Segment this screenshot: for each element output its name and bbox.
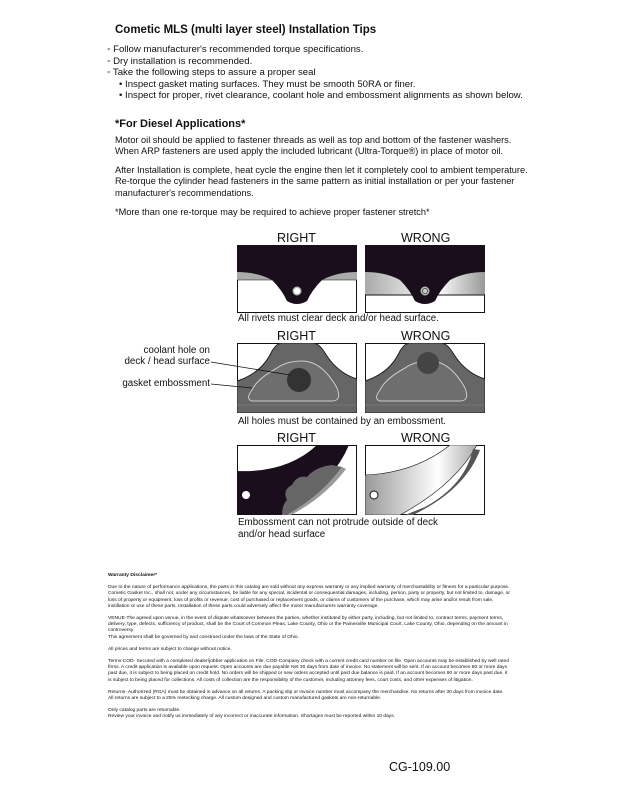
- callout-embossment: gasket embossment: [122, 378, 210, 389]
- coolant-wrong-diagram: [365, 343, 485, 413]
- diesel-p1: Motor oil should be applied to fastener threads as well as top and bottom of the fastener washers. When ARP fasteners are used apply the included lubricant (Ultra-Torque®) in place of motor oil.: [115, 135, 512, 157]
- diesel-p3: *More than one re-torque may be required to achieve proper fastener stretch*: [115, 207, 430, 217]
- diesel-heading: *For Diesel Applications*: [115, 118, 246, 130]
- right-label: RIGHT: [277, 231, 316, 245]
- warranty-heading: Warranty Disclaimer*: [108, 573, 158, 578]
- wrong-label: WRONG: [401, 431, 451, 445]
- tip: ◦ Take the following steps to assure a proper seal: [107, 67, 316, 79]
- caption-rivets: All rivets must clear deck and/or head surface.: [238, 313, 439, 324]
- caption-embossment: Embossment can not protrude outside of deck and/or head surface: [238, 517, 438, 540]
- tips-list: [107, 44, 523, 102]
- rivet-wrong-diagram: [365, 245, 485, 313]
- right-label: RIGHT: [277, 431, 316, 445]
- diesel-p2: After Installation is complete, heat cycle the engine then let it completely cool to ambient temperature. Re-torque the cylinder head fasteners in the same pattern as initial installation or per your fastener manufacturer's recommendations.: [115, 165, 528, 198]
- callout-leader-lines: [210, 350, 300, 400]
- tip: ◦ Follow manufacturer's recommended torque specifications.: [107, 44, 364, 55]
- subtip: • Inspect gasket mating surfaces. They must be smooth 50RA or finer.: [119, 78, 416, 90]
- embossment-wrong-diagram: [365, 445, 485, 515]
- caption-holes: All holes must be contained by an embossment.: [238, 416, 447, 427]
- wrong-label: WRONG: [401, 329, 451, 343]
- wrong-label: WRONG: [401, 231, 451, 245]
- warranty-section: Warranty Disclaimer* Due to the nature of performance applications, the parts in this catalog are sold without any express warranty or any implied warranty of merchantability or fitness for a particular purpose. Cometic Gasket Inc., shall not, under any circumstances, be liable for any special, incidental or consequential damages, including, person, party or property, but not limited to, damage, or loss of property or equipment, loss of profits or revenue, cost of purchased or replacement goods, or claims of customers of the purchase, which may arise and/or result from sale, instillation or use of these parts. Installation of these parts could adversely affect the motor manufacturers warranty coverage. VENUE-The agreed upon venue, in the event of dispute whatsoever between the parties, whether instituted by either party, including, but not limited to, contract terms, payment terms, delivery, type, defects, sufficiency of product, shall be the Court of Common Pleas, Lake County, Ohio or the Painesville Municipal Court, Lake County, Ohio, depending on the amount in controversy. This agreement shall be governed by and construed under the laws of the State of Ohio. All prices and terms are subject to change without notice. Terms COD- Secured with a completed dealer/jobber application on File, COD-Company check with a current credit card number on file. Open accounts may be established by well rated firms. A credit application is available upon request. Open accounts are due payable Net 30 days from date of invoice. No statement will be sent. If an account becomes 60 or more days past due, it is subject to being placed on credit hold. No orders will be shipped or new orders accepted until past due balance is paid. If an account becomes 90 or more days past due, it is subject to being placed for collections. All costs of collection are the responsibility of the customer, including attorney fees, court costs, and other expenses of litigation. Returns- Authorized (RGA) must be obtained in advance on all returns. A packing slip or invoice number must accompany the merchandise. No returns after 30 days from invoice date. All returns are subject to a 25% restocking charge. All custom designed and custom manufactured gaskets are non-returnable. Only catalog parts are returnable. Review your invoice and notify us immediately of any incorrect or inaccurate information. Shortages must be reported within 10 days.: [108, 573, 510, 720]
- subtip: • Inspect for proper, rivet clearance, coolant hole and embossment alignments as shown below.: [119, 90, 523, 102]
- page-title: Cometic MLS (multi layer steel) Installation Tips: [115, 24, 377, 36]
- callout-coolant-hole: coolant hole on deck / head surface: [124, 345, 210, 367]
- embossment-right-diagram: [237, 445, 357, 515]
- page-code: CG-109.00: [389, 760, 451, 774]
- rivet-right-diagram: [237, 245, 357, 313]
- tip: ◦ Dry installation is recommended.: [107, 55, 253, 67]
- right-label: RIGHT: [277, 329, 316, 343]
